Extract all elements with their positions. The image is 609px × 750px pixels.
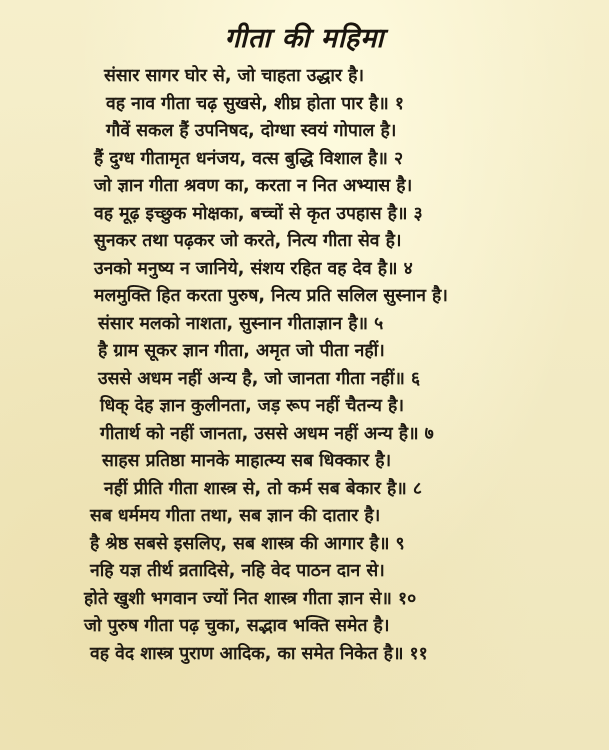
verse-line: उनको मनुष्य न जानिये, संशय रहित वह देव है॥ ४ [94,258,413,279]
verse-line: जो पुरुष गीता पढ़ चुका, सद्भाव भक्ति समेत है। [84,616,390,636]
verse-line: है ग्राम सूकर ज्ञान गीता, अमृत जो पीता नहीं। [98,341,385,361]
verse-line: जो ज्ञान गीता श्रवण का, करता न नित अभ्यास है। [94,176,413,196]
verse-line: नहीं प्रीति गीता शास्त्र से, तो कर्म सब बेकार है॥ ८ [104,478,422,499]
verse-line: होते खुशी भगवान ज्यों नित शास्त्र गीता ज्ञान से॥ १० [84,588,417,609]
verse-line: उससे अधम नहीं अन्य है, जो जानता गीता नहीं॥ ६ [98,368,421,389]
verse-line: नहि यज्ञ तीर्थ व्रतादिसे, नहि वेद पाठन दान से। [90,561,385,581]
verse-line: साहस प्रतिष्ठा मानके माहात्म्य सब धिक्कार है। [102,451,392,471]
verse-list [0,63,609,668]
verse-line: संसार मलको नाशता, सुस्नान गीताज्ञान है॥ ५ [98,313,384,334]
verse-line: संसार सागर घोर से, जो चाहता उद्धार है। [104,66,365,86]
verse-line: वह वेद शास्त्र पुराण आदिक, का समेत निकेत है॥ ११ [90,643,428,664]
verse-line: सुनकर तथा पढ़कर जो करते, नित्य गीता सेव है। [94,231,402,251]
verse-line: धिक् देह ज्ञान कुलीनता, जड़ रूप नहीं चैतन्य है। [100,396,404,416]
verse-line: है श्रेष्ठ सबसे इसलिए, सब शास्त्र की आगार है॥ ९ [90,533,405,554]
verse-line: वह नाव गीता चढ़ सुखसे, शीघ्र होता पार है॥ १ [106,93,404,114]
verse-line: सब धर्ममय गीता तथा, सब ज्ञान की दातार है। [90,506,381,526]
verse-line: मलमुक्ति हित करता पुरुष, नित्य प्रति सलिल सुस्नान है। [94,286,448,306]
verse-line: हैं दुग्ध गीतामृत धनंजय, वत्स बुद्धि विशाल है॥ २ [94,148,404,169]
verse-line: वह मूढ़ इच्छुक मोक्षका, बच्चों से कृत उपहास है॥ ३ [94,203,423,224]
verse-line: गौवें सकल हैं उपनिषद, दोग्धा स्वयं गोपाल है। [106,121,397,141]
page-title: गीता की महिमा [224,23,385,54]
verse-line: गीतार्थ को नहीं जानता, उससे अधम नहीं अन्य है॥ ७ [100,423,434,444]
